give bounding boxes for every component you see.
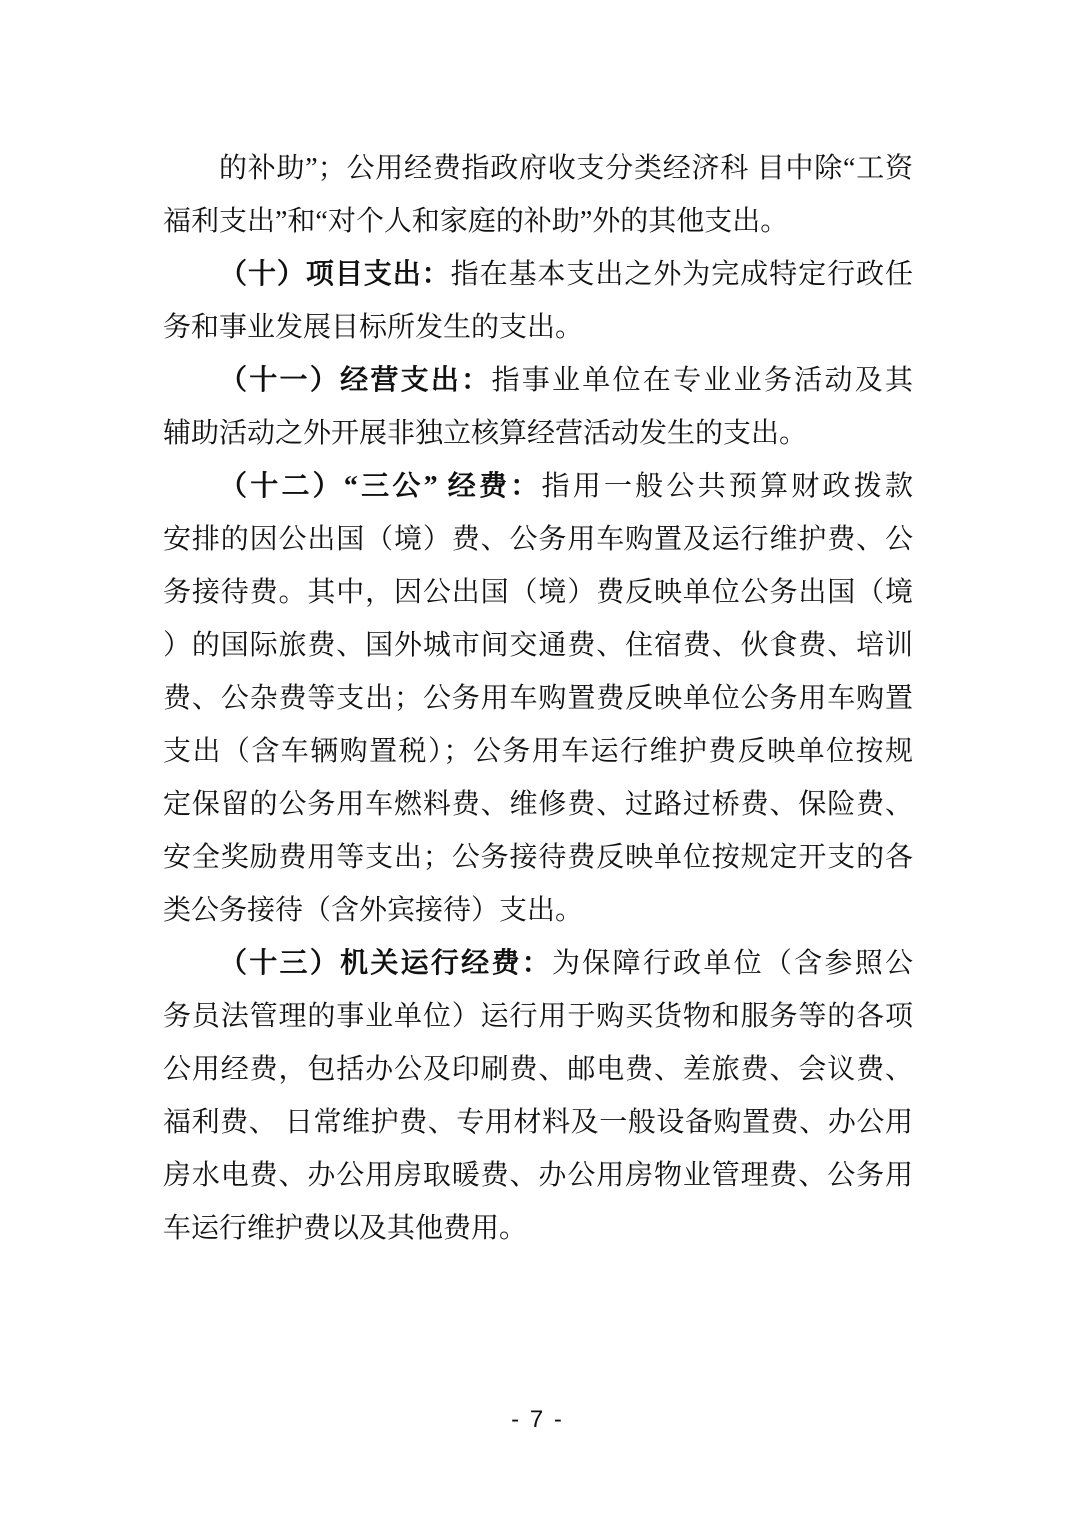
line-text: 定保留的公务用车燃料费、维修费、过路过桥费、保险费、: [163, 789, 913, 820]
text-line: [163, 831, 913, 884]
line-text: 费、公杂费等支出；公务用车购置费反映单位公务用车购置: [163, 683, 913, 714]
text-line: [163, 884, 913, 937]
text-line: [163, 142, 913, 195]
text-line: [163, 778, 913, 831]
page-number: - 7 -: [511, 1406, 564, 1433]
paragraph-label: （十三）机关运行经费：: [219, 948, 552, 979]
line-text: 安全奖励费用等支出；公务接待费反映单位按规定开支的各: [163, 842, 913, 873]
text-line: [163, 566, 913, 619]
text-line: [163, 725, 913, 778]
line-text: 指在基本支出之外为完成特定行政任: [450, 259, 913, 290]
text-line: [163, 1043, 913, 1096]
line-text: 务员法管理的事业单位）运行用于购买货物和服务等的各项: [163, 1001, 913, 1032]
line-text: 安排的因公出国（境）费、公务用车购置及运行维护费、公: [163, 524, 913, 555]
line-text: 支出（含车辆购置税）；公务用车运行维护费反映单位按规: [163, 736, 913, 767]
text-paragraph: [163, 937, 913, 1255]
text-line: [163, 937, 913, 990]
line-text: 辅助活动之外开展非独立核算经营活动发生的支出。: [163, 418, 808, 449]
text-paragraph: [163, 248, 913, 354]
text-line: [163, 195, 913, 248]
paragraph-label: （十）项目支出：: [219, 259, 451, 290]
line-text: 房水电费、办公用房取暖费、办公用房物业管理费、公务用: [163, 1160, 913, 1191]
line-text: 务和事业发展目标所发生的支出。: [163, 312, 584, 343]
line-text: 车运行维护费以及其他费用。: [163, 1213, 528, 1244]
paragraph-label: （十二）“三公” 经费：: [219, 471, 542, 502]
line-text: 公用经费，包括办公及印刷费、邮电费、差旅费、会议费、: [163, 1054, 913, 1085]
line-text: 福利支出”和“对个人和家庭的补助”外的其他支出。: [163, 206, 789, 237]
text-line: [163, 248, 913, 301]
text-line: [163, 619, 913, 672]
text-line: [163, 460, 913, 513]
line-text: 为保障行政单位（含参照公: [552, 948, 913, 979]
text-line: [163, 513, 913, 566]
text-paragraph: [163, 354, 913, 460]
text-paragraph: [163, 460, 913, 937]
paragraph-label: （十一）经营支出：: [219, 365, 492, 396]
text-line: [163, 1096, 913, 1149]
line-text: 类公务接待（含外宾接待）支出。: [163, 895, 584, 926]
line-text: ）的国际旅费、国外城市间交通费、住宿费、伙食费、培训: [163, 630, 913, 661]
line-text: 的补助”；公用经费指政府收支分类经济科 目中除“工资: [219, 153, 913, 184]
text-line: [163, 990, 913, 1043]
document-body: [163, 142, 913, 1255]
text-line: [163, 1202, 913, 1255]
text-paragraph: [163, 142, 913, 248]
text-line: [163, 407, 913, 460]
line-text: 指用一般公共预算财政拨款: [541, 471, 913, 502]
text-line: [163, 1149, 913, 1202]
line-text: 务接待费。其中，因公出国（境）费反映单位公务出国（境: [163, 577, 913, 608]
line-text: 指事业单位在专业业务活动及其: [491, 365, 913, 396]
text-line: [163, 354, 913, 407]
line-text: 福利费、 日常维护费、专用材料及一般设备购置费、办公用: [163, 1107, 913, 1138]
text-line: [163, 672, 913, 725]
text-line: [163, 301, 913, 354]
